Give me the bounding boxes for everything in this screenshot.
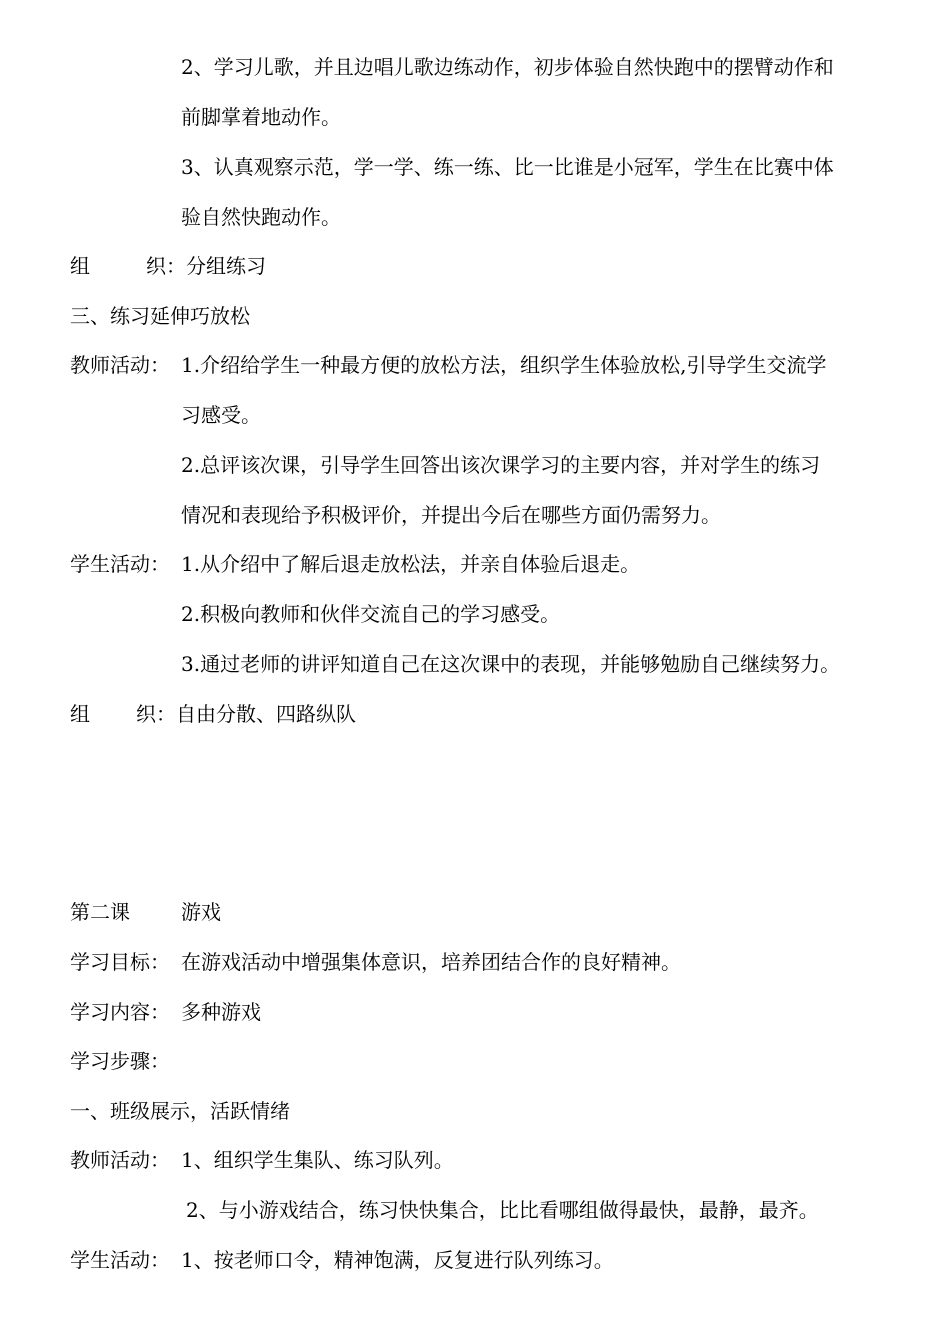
learning-content (70, 1000, 261, 1024)
teacher-item2-line1: 2.总评该次课，引导学生回答出该次课学习的主要内容，并对学生的练习 (181, 453, 821, 477)
org-text: 分组练习 (186, 254, 266, 278)
step2-line1: 2、学习儿歌，并且边唱儿歌边练动作，初步体验自然快跑中的摆臂动作和 (181, 55, 834, 79)
org-label-b: 织： (146, 254, 186, 278)
org2-label-a: 组 (70, 702, 90, 726)
lesson-2-section-1-title: 一、班级展示，活跃情绪 (70, 1099, 290, 1123)
lesson-2-teacher-item2: 2、与小游戏结合，练习快快集合，比比看哪组做得最快，最静，最齐。 (186, 1198, 819, 1222)
teacher-item1-line1: 1.介绍给学生一种最方便的放松方法，组织学生体验放松,引导学生交流学 (181, 353, 827, 377)
section-3-title: 三、练习延伸巧放松 (70, 304, 250, 328)
teacher-label: 教师活动： (70, 353, 170, 377)
student-item3: 3.通过老师的讲评知道自己在这次课中的表现，并能够勉励自己继续努力。 (181, 652, 841, 676)
lesson-2-teacher-item1: 1、组织学生集队、练习队列。 (181, 1148, 454, 1172)
lesson-2-number: 第二课 (70, 900, 130, 924)
content-label: 学习内容： (70, 1000, 170, 1024)
student-activity-1 (70, 552, 640, 576)
org-label-a: 组 (70, 254, 90, 278)
student-item2: 2.积极向教师和伙伴交流自己的学习感受。 (181, 602, 561, 626)
teacher-activity-1 (70, 353, 826, 377)
organization-line-2 (70, 702, 356, 726)
lesson-2-name: 游戏 (181, 900, 221, 924)
lesson-2-student-activity (70, 1248, 614, 1272)
organization-line-1 (70, 254, 266, 278)
org2-label-b: 织： (136, 702, 176, 726)
step3-line2: 验自然快跑动作。 (181, 205, 341, 229)
student-label: 学生活动： (70, 552, 170, 576)
lesson-2-student-item1: 1、按老师口令，精神饱满，反复进行队列练习。 (181, 1248, 614, 1272)
goal-text: 在游戏活动中增强集体意识，培养团结合作的良好精神。 (181, 950, 681, 974)
org2-text: 自由分散、四路纵队 (176, 702, 356, 726)
student-item1: 1.从介绍中了解后退走放松法，并亲自体验后退走。 (181, 552, 641, 576)
goal-label: 学习目标： (70, 950, 170, 974)
learning-steps-label: 学习步骤： (70, 1049, 170, 1073)
teacher-item2-line2: 情况和表现给予积极评价，并提出今后在哪些方面仍需努力。 (181, 503, 721, 527)
content-text: 多种游戏 (181, 1000, 261, 1024)
lesson-2-student-label: 学生活动： (70, 1248, 170, 1272)
step2-line2: 前脚掌着地动作。 (181, 105, 341, 129)
lesson-2-teacher-activity (70, 1148, 454, 1172)
teacher-item1-line2: 习感受。 (181, 403, 261, 427)
step3-line1: 3、认真观察示范，学一学、练一练、比一比谁是小冠军，学生在比赛中体 (181, 155, 834, 179)
lesson-2-title (70, 900, 221, 924)
lesson-2-teacher-label: 教师活动： (70, 1148, 170, 1172)
learning-goal (70, 950, 681, 974)
